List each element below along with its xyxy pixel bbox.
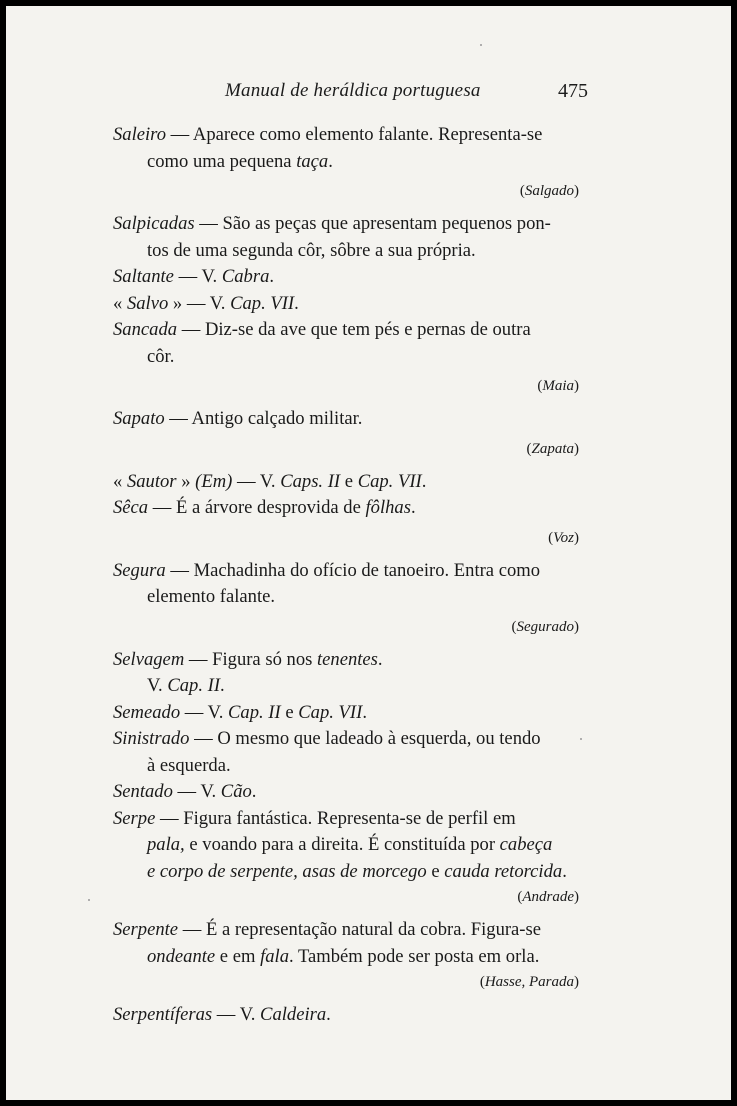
term-qualifier: (Em) <box>195 470 233 492</box>
entry-sautor: « Sautor » (Em) — V. Caps. II e Cap. VII. <box>113 470 427 492</box>
definition: — São as peças que apresentam pequenos pon- <box>194 213 551 234</box>
definition: tos de uma segunda côr, sôbre a sua própria. <box>147 239 476 261</box>
entry-serpente: Serpente — É a representação natural da cobra. Figura-se ondeante e em fala. Também pode ser posta em orla. (Hasse, Parada) <box>113 917 591 994</box>
definition: — V. <box>212 1004 261 1025</box>
term: Saltante <box>113 266 174 287</box>
definition: — O mesmo que ladeado à esquerda, ou tendo <box>189 728 541 749</box>
definition: elemento falante. <box>147 586 276 607</box>
entry-salvo: « Salvo » — V. Cap. VII. <box>113 292 299 314</box>
source-name: Segurado <box>516 618 574 635</box>
entry-salpicadas <box>113 211 591 264</box>
cross-reference: Cabra <box>221 266 270 287</box>
term: Sinistrado <box>113 728 190 749</box>
cross-reference: Caldeira <box>260 1004 327 1025</box>
source-name: Andrade <box>522 889 574 905</box>
cross-reference: Cap. VII <box>298 701 363 723</box>
term: Salpicadas <box>113 213 195 234</box>
source-name: Hasse, Parada <box>484 974 574 990</box>
cross-reference: Cap. VII <box>357 470 422 492</box>
source-citation: (Maia) <box>537 378 579 394</box>
term: Sapato <box>113 408 165 429</box>
term: Sautor <box>126 470 177 492</box>
definition: — Aparece como elemento falante. Representa-se <box>166 124 543 145</box>
entry-semeado: Semeado — V. Cap. II e Cap. VII. <box>113 701 367 723</box>
running-title: Manual de heráldica portuguesa <box>225 80 481 101</box>
entry-segura <box>113 558 591 639</box>
definition: — É a representação natural da cobra. Figura-se <box>178 919 541 940</box>
entry-serpentiferas: Serpentíferas — V. Caldeira. <box>113 1004 331 1025</box>
definition: — V. <box>172 781 221 802</box>
cross-reference: e corpo de serpente, asas de morcego <box>147 860 427 882</box>
source-citation: (Zapata) <box>526 440 579 457</box>
definition: — V. <box>173 266 222 287</box>
punctuation: . <box>328 150 333 172</box>
term: Salvo <box>126 292 169 314</box>
book-page <box>6 6 731 1100</box>
cross-reference: cabeça <box>499 834 553 855</box>
cross-reference: Caps. II <box>280 470 341 492</box>
term: Selvagem <box>113 648 185 670</box>
cross-reference: fala <box>260 945 290 967</box>
page-header <box>6 80 731 108</box>
definition: — Diz-se da ave que tem pés e pernas de outra <box>177 319 531 340</box>
term: Sancada <box>113 319 178 340</box>
source-citation: (Andrade) <box>517 889 579 905</box>
entry-serpe: Serpe — Figura fantástica. Representa-se de perfil em pala, e voando para a direita. É constituída por cabeça e corpo de serpente, asas de morcego e cauda retorcida. (Andrade) <box>113 806 591 910</box>
term: Serpente <box>113 919 179 940</box>
source-citation: (Voz) <box>548 529 579 546</box>
definition: — Machadinha do ofício de tanoeiro. Entra como <box>165 559 541 581</box>
cross-reference: pala, <box>147 834 185 855</box>
cross-reference: ondeante <box>147 945 216 967</box>
source-name: Voz <box>553 529 574 546</box>
scan-speck <box>480 44 482 46</box>
entry-sentado: Sentado — V. Cão. <box>113 781 257 802</box>
cross-reference: Cap. II <box>167 675 221 696</box>
cross-reference: cauda retorcida <box>444 860 563 882</box>
definition: — É a árvore desprovida de <box>148 497 366 518</box>
entry-saleiro <box>113 122 591 203</box>
definition: — V. <box>232 470 281 492</box>
definition: — V. <box>180 701 229 723</box>
term: Serpe <box>113 807 156 829</box>
entry-saltante: Saltante — V. Cabra. <box>113 266 275 287</box>
term: Saleiro <box>113 124 167 145</box>
term: Serpentíferas <box>113 1004 213 1025</box>
entry-seca: Sêca — É a árvore desprovida de fôlhas. (Voz) <box>113 495 591 550</box>
definition: côr. <box>147 345 175 367</box>
source-citation: (Salgado) <box>519 183 579 199</box>
source-name: Zapata <box>531 440 574 457</box>
source-name: Salgado <box>524 183 574 199</box>
entry-sancada <box>113 317 591 398</box>
cross-reference: Cap. VII <box>230 292 295 314</box>
source-name: Maia <box>542 378 574 394</box>
page-number: 475 <box>558 80 588 102</box>
source-citation: (Segurado) <box>511 618 579 635</box>
definition: . Também pode ser posta em orla. <box>289 945 540 967</box>
cross-reference: Cap. II <box>228 701 281 723</box>
cross-reference: taça <box>296 150 329 172</box>
cross-reference: fôlhas <box>365 497 411 518</box>
definition: — Antigo calçado militar. <box>164 408 363 429</box>
cross-reference: Cão <box>220 781 252 802</box>
term: Segura <box>113 559 166 581</box>
cross-reference: tenentes <box>317 648 378 670</box>
glossary-body <box>113 122 591 1029</box>
entry-sinistrado <box>113 726 591 779</box>
term: Semeado <box>113 701 181 723</box>
term: Sêca <box>113 497 149 518</box>
definition: — Figura fantástica. Representa-se de perfil em <box>155 807 516 829</box>
scan-speck <box>88 899 90 901</box>
definition: — Figura só nos <box>184 648 317 670</box>
definition: e voando para a direita. É constituída por <box>184 834 500 855</box>
entry-sapato <box>113 406 591 461</box>
term: Sentado <box>113 781 173 802</box>
scan-speck <box>580 738 582 740</box>
entry-selvagem: Selvagem — Figura só nos tenentes. V. Cap. II. <box>113 648 383 696</box>
definition: — V. <box>186 292 231 314</box>
definition: como uma pequena <box>147 150 297 172</box>
definition: à esquerda. <box>147 754 231 776</box>
source-citation: (Hasse, Parada) <box>479 974 579 990</box>
